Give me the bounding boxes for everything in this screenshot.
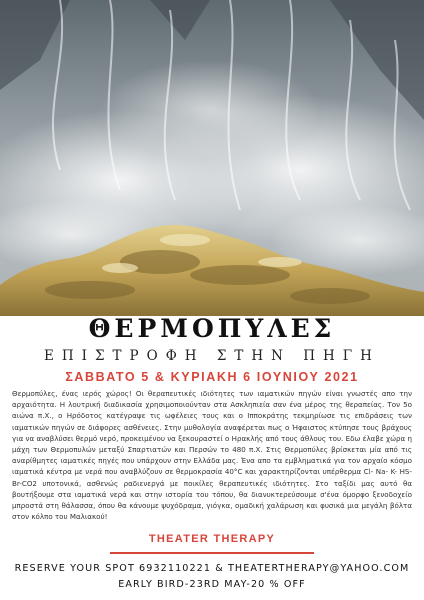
poster-title: ΘΕΡΜΟΠΥΛΕΣ: [88, 314, 336, 343]
organizer-name: THEATER THERAPY: [148, 533, 276, 545]
early-bird-offer: EARLY BIRD-23RD MAY-20 % OFF: [118, 579, 306, 590]
description-paragraph: Θερμοπύλες, ένας ιερός χώρος! Οι θεραπευτικές ιδιότητες των ιαματικών πηγών είναι γνωστές απο την αρχαιότητα. Η λουτρική διαδικασία χρησιμοποιούνταν στα Ασκληπιεία σαν ένα μέρος της θεραπείας. Τον 5ο αιώνα π.Χ., ο Ηρόδοτος κατέγραψε τις ωφέλειες τους και ο Ιπποκράτης τεκμηρίωσε τις επιδράσεις των ιαματικών πηγών σε διάφορες ασθένειες. Στην μυθολογία αναφέρεται πως ο Ήφαιστος κτύπησε τους βράχους για να αναβλύσει θερμό νερό, προκειμένου να ξεκουραστεί ο Ηρακλής από τους άθλους του. Εδω έλαβε χώρα η μάχη των Θερμοπυλών μεταξύ Σπαρτιατών και Περσών το 480 π.Χ. Στις Θερμοπύλες βρίσκεται μία από τις αναρίθμητες ιαματικές πηγές που υπάρχουν στην Ελλάδα μας. Ένα απο τα εμβληματικά για τον αρχαίο κόσμο ιαματικά κέντρα με νερά που αναβλύζουν σε θερμοκρασία 40°C και χαρακτηρίζονται υπέρθερμα Cl- Na- K- HS-Br-CO2 υποτονικά, ασθενώς ραδιενεργά με ποικίλες θεραπευτικές ιδιότητες. Στο ταξίδι μας αυτό θα βουτήξουμε στα ιαματικά νερά και στην ιστορία του τόπου, θα διανυκτερεύσουμε σ'ένα όμορφο ξενοδοχείο μπροστά στη θάλασσα, όπου θα κάνουμε ψυχόδραμα, γιόγκα, ομαδική χαλάρωση και φυσικά μια μεγάλη βόλτα στον κόλπο του Μαλιακού!: [12, 389, 412, 522]
poster-subtitle: ΕΠΙΣΤΡΟΦΗ ΣΤΗΝ ΠΗΓΗ: [44, 348, 380, 364]
divider-line: [110, 552, 314, 554]
event-date: ΣΑΒΒΑΤΟ 5 & ΚΥΡΙΑΚΗ 6 ΙΟΥΝΙΟΥ 2021: [65, 370, 359, 384]
reservation-contact: RESERVE YOUR SPOT 6932110221 & THEATERTHERAPY@YAHOO.COM: [14, 563, 410, 574]
